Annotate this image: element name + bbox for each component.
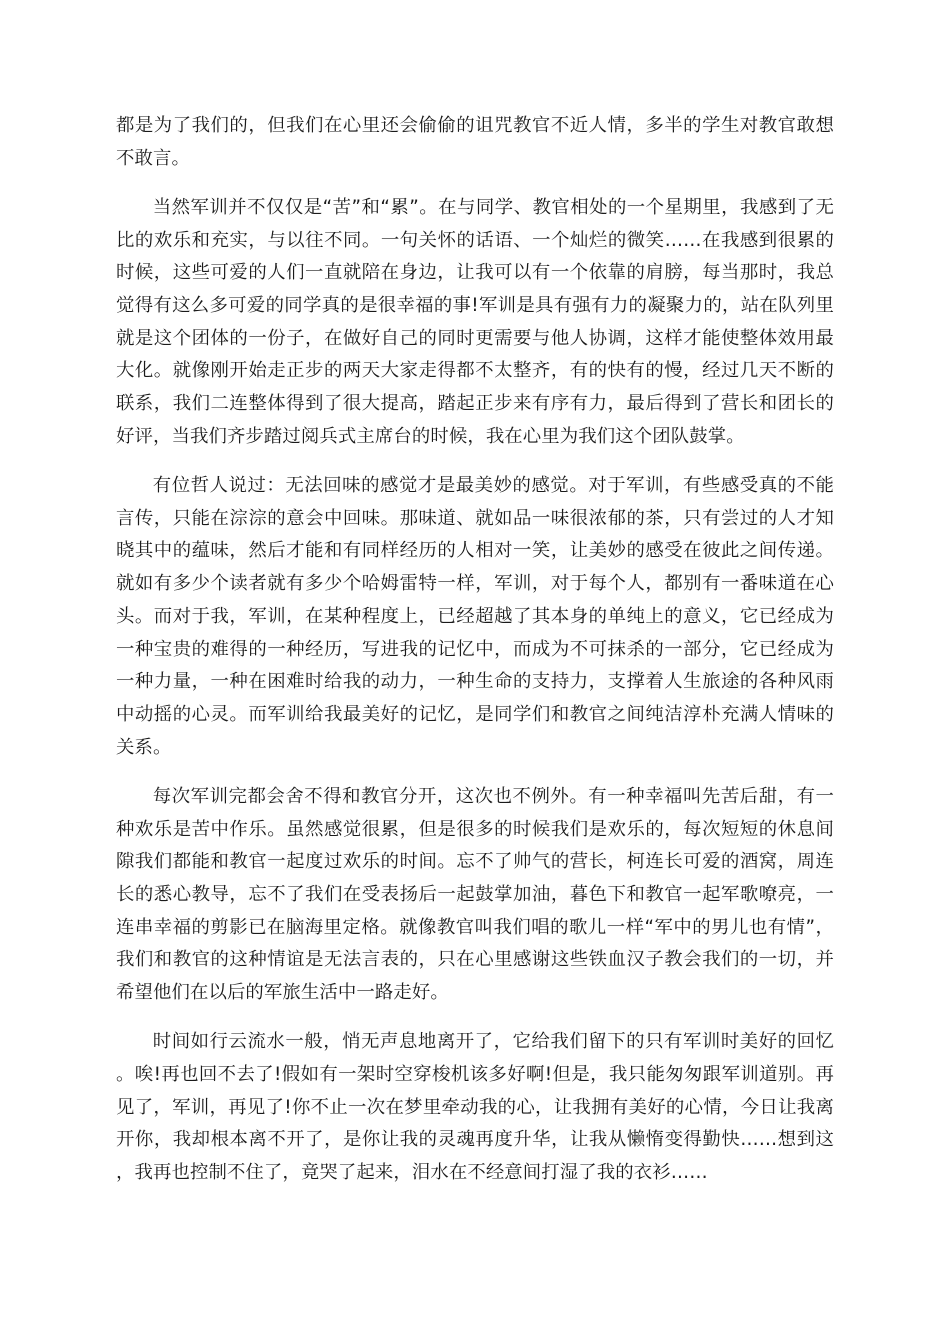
document-body (116, 110, 834, 1206)
paragraph-farewell-to-instructors: 每次军训完都会舍不得和教官分开，这次也不例外。有一种幸福叫先苦后甜，有一种欢乐是苦中作乐。虽然感觉很累，但是很多的时候我们是欢乐的，每次短短的休息间隙我们都能和教官一起度过欢乐的时间。忘不了帅气的营长，柯连长可爱的酒窝，周连长的悉心教导，忘不了我们在受表扬后一起鼓掌加油，暮色下和教官一起军歌嘹亮，一连串幸福的剪影已在脑海里定格。就像教官叫我们唱的歌儿一样“军中的男儿也有情”，我们和教官的这种情谊是无法言表的，只在心里感谢这些铁血汉子教会我们的一切，并希望他们在以后的军旅生活中一路走好。 (116, 785, 834, 1004)
paragraph-hardship-and-joy: 当然军训并不仅仅是“苦”和“累”。在与同学、教官相处的一个星期里，我感到了无比的欢乐和充实，与以往不同。一句关怀的话语、一个灿烂的微笑……在我感到很累的时候，这些可爱的人们一直就陪在身边，让我可以有一个依靠的肩膀，每当那时，我总觉得有这么多可爱的同学真的是很幸福的事!军训是具有强有力的凝聚力的，站在队列里就是这个团体的一份子，在做好自己的同时更需要与他人协调，这样才能使整体效用最大化。就像刚开始走正步的两天大家走得都不太整齐，有的快有的慢，经过几天不断的联系，我们二连整体得到了很大提高，踏起正步来有序有力，最后得到了营长和团长的好评，当我们齐步踏过阅兵式主席台的时候，我在心里为我们这个团队鼓掌。 (116, 196, 834, 447)
paragraph-philosopher-quote: 有位哲人说过：无法回味的感觉才是最美妙的感觉。对于军训，有些感受真的不能言传，只能在淙淙的意会中回味。那味道、就如品一味很浓郁的茶，只有尝过的人才知晓其中的蕴味，然后才能和有同样经历的人相对一笑，让美妙的感受在彼此之间传递。就如有多少个读者就有多少个哈姆雷特一样，军训，对于每个人，都别有一番味道在心头。而对于我，军训，在某种程度上，已经超越了其本身的单纯上的意义，它已经成为一种宝贵的难得的一种经历，写进我的记忆中，而成为不可抹杀的一部分，它已经成为一种力量，一种在困难时给我的动力，一种生命的支持力，支撑着人生旅途的各种风雨中动摇的心灵。而军训给我最美好的记忆，是同学们和教官之间纯洁淳朴充满人情味的关系。 (116, 475, 834, 758)
paragraph-continuation: 都是为了我们的，但我们在心里还会偷偷的诅咒教官不近人情，多半的学生对教官敢想不敢言。 (116, 115, 834, 169)
paragraph-time-flies: 时间如行云流水一般，悄无声息地离开了，它给我们留下的只有军训时美好的回忆。唉!再也回不去了!假如有一架时空穿梭机该多好啊!但是，我只能匆匆跟军训道别。再见了，军训，再见了!你不止一次在梦里牵动我的心，让我拥有美好的心情，今日让我离开你，我却根本离不开了，是你让我的灵魂再度升华，让我从懒惰变得勤快……想到这，我再也控制不住了，竟哭了起来，泪水在不经意间打湿了我的衣衫…… (116, 1031, 834, 1184)
